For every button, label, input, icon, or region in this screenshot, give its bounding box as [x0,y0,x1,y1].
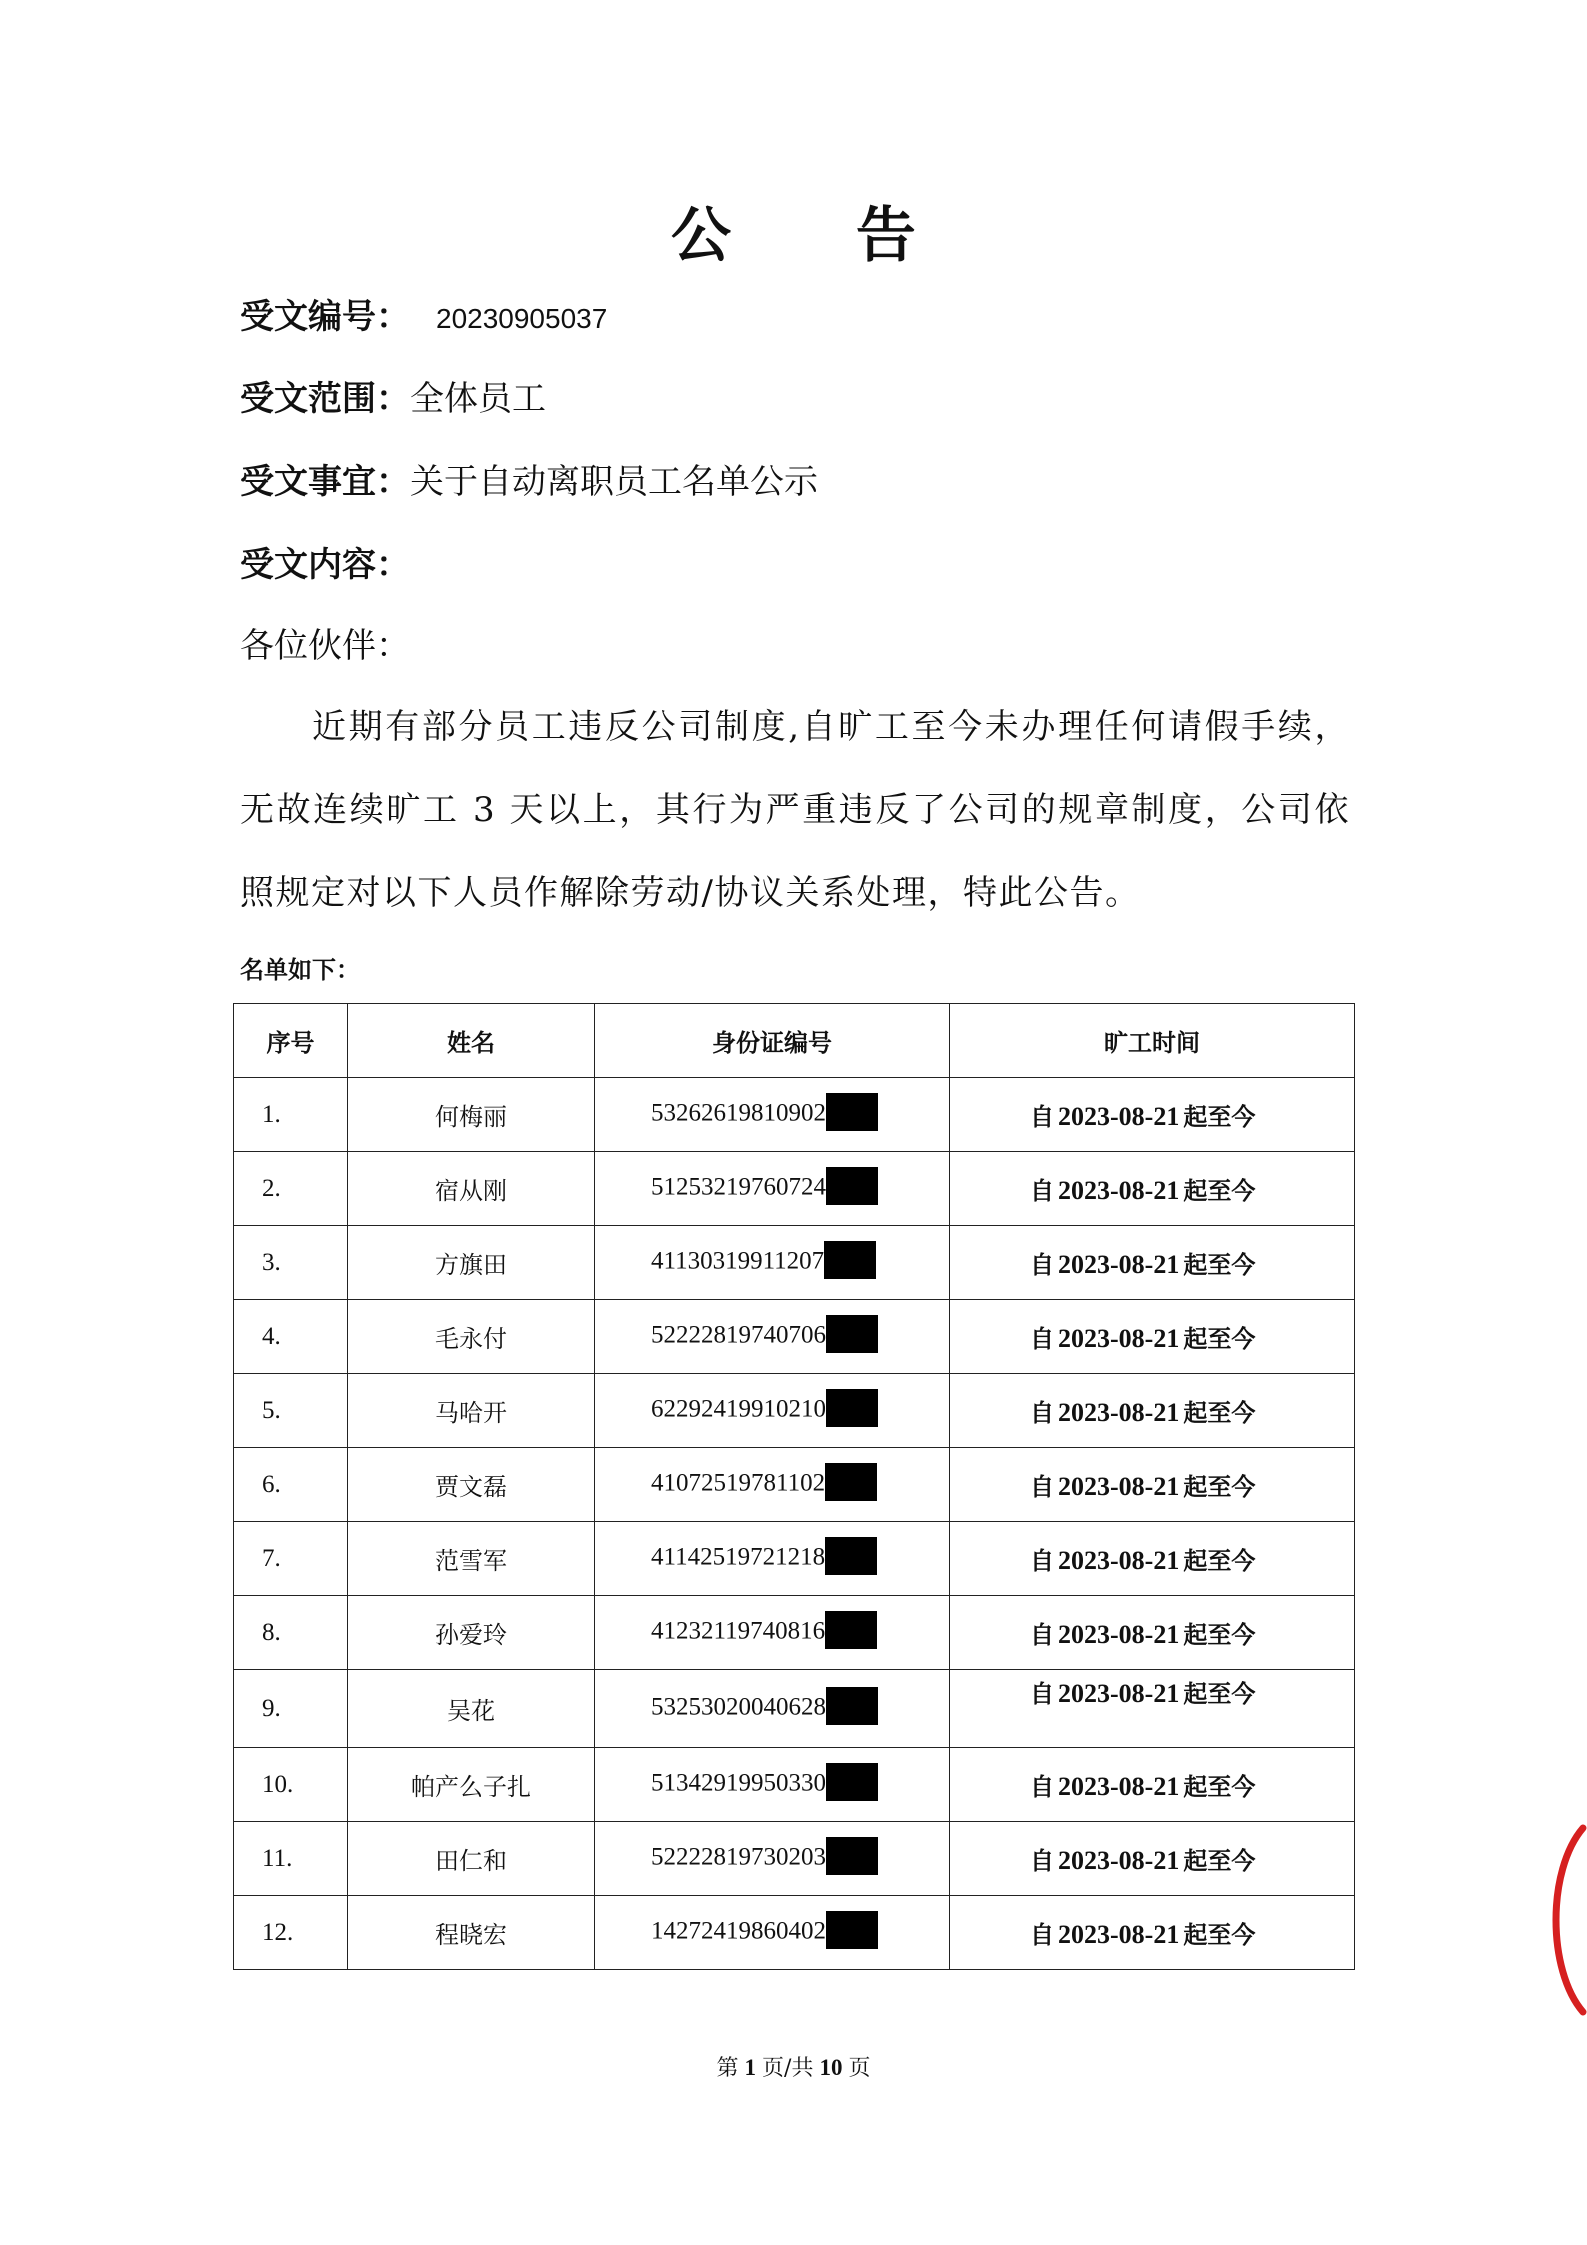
time-from: 自 [1030,1546,1054,1575]
footer-page-number: 1 [744,2055,757,2080]
redaction-block [825,1463,877,1501]
row-id-number [595,1522,950,1596]
id-number-visible: 51342919950330 [651,1769,826,1797]
row-index: 5. [234,1374,348,1448]
matter-value: 关于自动离职员工名单公示 [410,462,818,502]
time-date: 2023-08-21 [1058,1846,1180,1875]
row-index: 10. [234,1748,348,1822]
time-to: 起至今 [1183,1398,1256,1427]
time-from: 自 [1030,1398,1054,1427]
table-row [234,1522,1355,1596]
row-id-number [595,1748,950,1822]
time-from: 自 [1030,1620,1054,1649]
matter-label: 受文事宜： [240,462,410,502]
row-index: 3. [234,1226,348,1300]
time-date: 2023-08-21 [1058,1546,1180,1575]
page-footer [0,2052,1587,2085]
row-index: 2. [234,1152,348,1226]
doc-number-line [240,293,607,343]
time-date: 2023-08-21 [1058,1472,1180,1501]
redaction-block [826,1315,878,1353]
id-number-visible: 53253020040628 [651,1693,826,1721]
footer-middle: 页/共 [762,2056,814,2081]
header-index: 序号 [234,1004,348,1078]
id-number-visible: 41072519781102 [651,1469,826,1497]
row-index: 6. [234,1448,348,1522]
row-name: 方旗田 [348,1226,595,1300]
time-from: 自 [1030,1472,1054,1501]
header-name: 姓名 [348,1004,595,1078]
id-number-visible: 41130319911207 [651,1247,825,1275]
row-index: 1. [234,1078,348,1152]
footer-prefix: 第 [716,2056,739,2081]
row-name: 范雪军 [348,1522,595,1596]
id-number-visible: 14272419860402 [651,1917,826,1945]
row-name: 贾文磊 [348,1448,595,1522]
row-id-number [595,1448,950,1522]
time-to: 起至今 [1183,1250,1256,1279]
id-number-visible: 53262619810902 [651,1099,826,1127]
row-index: 7. [234,1522,348,1596]
table-row [234,1300,1355,1374]
id-number-visible: 41232119740816 [651,1617,826,1645]
time-date: 2023-08-21 [1058,1772,1180,1801]
redaction-block [826,1093,878,1131]
matter-line [240,458,818,506]
row-id-number [595,1896,950,1970]
time-date: 2023-08-21 [1058,1920,1180,1949]
time-to: 起至今 [1183,1846,1256,1875]
time-to: 起至今 [1183,1176,1256,1205]
footer-suffix: 页 [848,2056,871,2081]
row-name: 田仁和 [348,1822,595,1896]
row-id-number [595,1078,950,1152]
redaction-block [825,1611,877,1649]
row-absence-time [950,1596,1355,1670]
id-number-visible: 41142519721218 [651,1543,826,1571]
table-row [234,1078,1355,1152]
row-index: 11. [234,1822,348,1896]
time-from: 自 [1030,1846,1054,1875]
row-absence-time [950,1226,1355,1300]
table-row [234,1896,1355,1970]
time-date: 2023-08-21 [1058,1102,1180,1131]
redaction-block [825,1537,877,1575]
redaction-block [826,1687,878,1725]
row-name: 吴花 [348,1670,595,1748]
id-number-visible: 62292419910210 [651,1395,826,1423]
time-to: 起至今 [1183,1102,1256,1131]
dismissal-table [233,1003,1355,1970]
time-to: 起至今 [1183,1546,1256,1575]
redaction-block [826,1911,878,1949]
seal-stamp-edge [1539,1820,1587,2020]
header-absence-time: 旷工时间 [950,1004,1355,1078]
row-absence-time [950,1448,1355,1522]
table-row [234,1596,1355,1670]
row-absence-time [950,1152,1355,1226]
row-name: 帕产么子扎 [348,1748,595,1822]
time-to: 起至今 [1183,1620,1256,1649]
row-absence-time [950,1374,1355,1448]
row-index: 12. [234,1896,348,1970]
redaction-block [826,1837,878,1875]
row-id-number [595,1226,950,1300]
row-absence-time [950,1300,1355,1374]
redaction-block [826,1763,878,1801]
redaction-block [824,1241,876,1279]
scope-value: 全体员工 [410,379,546,419]
list-title: 名单如下： [240,955,360,984]
time-from: 自 [1030,1679,1054,1708]
time-date: 2023-08-21 [1058,1620,1180,1649]
row-id-number [595,1300,950,1374]
table-row [234,1152,1355,1226]
scope-line [240,375,546,423]
row-id-number [595,1822,950,1896]
time-date: 2023-08-21 [1058,1324,1180,1353]
id-number-visible: 52222819730203 [651,1843,826,1871]
row-index: 9. [234,1670,348,1748]
table-row [234,1448,1355,1522]
table-row [234,1374,1355,1448]
table-row [234,1226,1355,1300]
table-row [234,1748,1355,1822]
scope-label: 受文范围： [240,379,410,419]
table-header-row [234,1004,1355,1078]
row-name: 孙爱玲 [348,1596,595,1670]
row-index: 8. [234,1596,348,1670]
page-title: 公 告 [671,201,968,271]
time-from: 自 [1030,1176,1054,1205]
time-date: 2023-08-21 [1058,1250,1180,1279]
time-to: 起至今 [1183,1472,1256,1501]
time-to: 起至今 [1183,1324,1256,1353]
table-row [234,1670,1355,1748]
content-line [240,541,410,589]
time-date: 2023-08-21 [1058,1176,1180,1205]
row-name: 宿从刚 [348,1152,595,1226]
row-absence-time [950,1078,1355,1152]
row-name: 何梅丽 [348,1078,595,1152]
row-id-number [595,1374,950,1448]
id-number-visible: 52222819740706 [651,1321,826,1349]
time-from: 自 [1030,1324,1054,1353]
time-from: 自 [1030,1102,1054,1131]
content-label: 受文内容： [240,545,410,585]
time-date: 2023-08-21 [1058,1679,1180,1708]
time-from: 自 [1030,1920,1054,1949]
row-id-number [595,1670,950,1748]
greeting: 各位伙伴： [240,626,410,666]
row-index: 4. [234,1300,348,1374]
row-absence-time [950,1522,1355,1596]
footer-total-pages: 10 [819,2055,843,2080]
row-absence-time [950,1822,1355,1896]
time-to: 起至今 [1183,1920,1256,1949]
time-from: 自 [1030,1250,1054,1279]
time-from: 自 [1030,1772,1054,1801]
row-absence-time [950,1670,1355,1748]
row-name: 毛永付 [348,1300,595,1374]
doc-number-label: 受文编号： [240,297,410,337]
row-id-number [595,1152,950,1226]
row-absence-time [950,1896,1355,1970]
body-paragraph: 近期有部分员工违反公司制度,自旷工至今未办理任何请假手续，无故连续旷工 3 天以上，其行为严重违反了公司的规章制度，公司依照规定对以下人员作解除劳动/协议关系处理，特此公告。 [240,707,1350,913]
time-to: 起至今 [1183,1679,1256,1708]
row-absence-time [950,1748,1355,1822]
header-id-number: 身份证编号 [595,1004,950,1078]
row-id-number [595,1596,950,1670]
row-name: 程晓宏 [348,1896,595,1970]
table-row [234,1822,1355,1896]
time-date: 2023-08-21 [1058,1398,1180,1427]
redaction-block [826,1389,878,1427]
doc-number-value: 20230905037 [436,303,608,334]
redaction-block [826,1167,878,1205]
id-number-visible: 51253219760724 [651,1173,826,1201]
time-to: 起至今 [1183,1772,1256,1801]
row-name: 马哈开 [348,1374,595,1448]
